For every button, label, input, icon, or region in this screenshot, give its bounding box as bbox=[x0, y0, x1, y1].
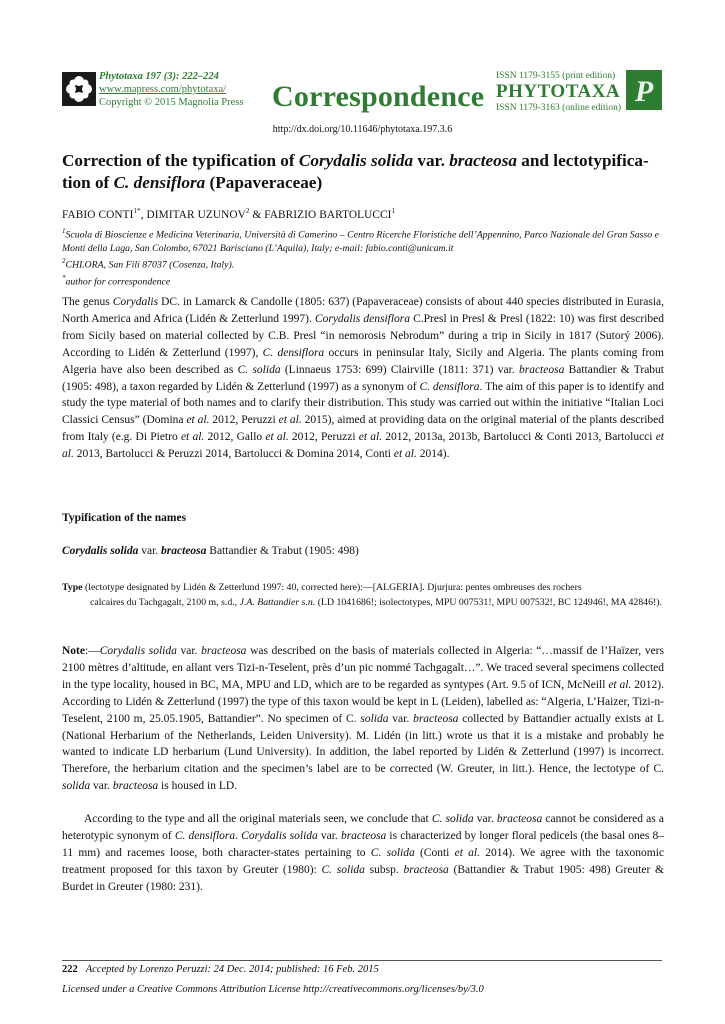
page-number: 222 bbox=[62, 964, 78, 975]
copyright-text: Copyright © 2015 Magnolia Press bbox=[99, 97, 244, 108]
logo-letter: P bbox=[634, 75, 654, 108]
p-logo-icon bbox=[626, 70, 662, 110]
license-text: Licensed under a Creative Commons Attribution License http://creativecommons.org/licenses/by/3.0 bbox=[62, 984, 484, 995]
issn-block bbox=[496, 70, 626, 114]
conclusion-paragraph: According to the type and all the original materials seen, we conclude that C. solida var. bracteosa cannot be considered as a heterotypic synonym of C. densiflora. Corydalis solida var. bracteosa is characterized by longer floral pedicels (the basal ones 8–11 mm) and racemes loose, both character-states pertaining to C. solida (Conti et al. 2014). We agree with the taxonomic treatment proposed for this taxon by Greuter (1980): C. solida subsp. bracteosa (Battandier & Trabut 1905: 498) Greuter & Burdet in Greuter (1980: 231). bbox=[62, 813, 665, 893]
correspondence-note: *author for correspondence bbox=[62, 274, 171, 288]
taxon-name: Corydalis solida var. bracteosa Battandier & Trabut (1905: 498) bbox=[62, 545, 359, 557]
affiliations bbox=[62, 225, 668, 289]
author-list: FABIO $CONTI^{1*}$, DIMITAR UZUNOV$^2$ & FABRIZIO BARTOLUCCI$^1$ bbox=[62, 207, 396, 221]
affiliation-1: $^1$Scuola di Bioscienze e Medicina Veterinaria, Università di Camerino – Centro Ricerche Floristiche dell’Appennino, Parco Nazionale del Gran Sasso e Monti della Laga, San Colombo, 67021 Barisciano (L’Aquila), Italy; e-mail: fabio.conti@unicam.it bbox=[62, 227, 659, 254]
journal-citation: Phytotaxa 197 (3): 222–224 bbox=[99, 71, 219, 82]
section-heading: Typification of the names bbox=[62, 512, 187, 524]
article-title: Correction of the typification of Corydalis solida var. bracteosa and lectotypifica- tion of C. densiflora (Papaveraceae) bbox=[62, 151, 649, 192]
issn-print: ISSN 1179-3155 (print edition) bbox=[496, 71, 616, 81]
journal-info bbox=[99, 70, 243, 109]
footer-divider bbox=[62, 960, 662, 961]
issn-online: ISSN 1179-3163 (online edition) bbox=[496, 103, 621, 113]
intro-paragraph: The genus Corydalis DC. in Lamarck & Candolle (1805: 637) (Papaveraceae) consists of about 440 species distributed in Eurasia, North America and Africa (Lidén & Zetterlund 1997). Corydalis densiflora C.Presl in Presl & Presl (1822: 10) was first described from Sicily based on material collected by C.B. Presl “in nemorosis Nebrodum” during a trip in Sicily in 1817 (Sutorý 2006). According to Lidén & Zetterlund (1997), C. densiflora occurs in peninsular Italy, Sicily and Algeria. The plants coming from Algeria have also been described as C. solida (Linnaeus 1753: 699) Clairville (1811: 371) var. bracteosa Battandier & Trabut (1905: 498), a taxon regarded by Lidén & Zetterlund (1997) as a synonym of C. densiflora. The aim of this paper is to identify and study the type material of both names and to clarify their distribution. This study was carried out within the initiative “Italian Loci Classici Census” (Domina et al. 2012, Peruzzi et al. 2015), aimed at providing data on the original material of the plants described from Italy (e.g. Di Pietro et al. 2012, Gallo et al. 2012, Peruzzi et al. 2012, 2013a, 2013b, Bartolucci & Conti 2013, Bartolucci et al. 2013, Bartolucci & Peruzzi 2014, Bartolucci & Domina 2014, Conti et al. 2014). bbox=[62, 296, 665, 461]
note-paragraph: Note:—Corydalis solida var. bracteosa was described on the basis of materials collected in Algeria: “…massif de l’Haïzer, vers 2100 mètres d’altitude, en allant vers Tizi-n-Teselent, près d’un pic nommé Tachgagalt…”. We traced several specimens collected in the type locality, housed in BC, MA, MPU and LD, which are to be regarded as syntypes (Art. 9.5 of ICN, McNeill et al. 2012). According to Lidén & Zetterlund (1997) the type of this taxon would be kept in L (Leiden), labelled as: “Algeria, L’Haizer, Tizi-n-Teselent, 2100 m, 25.05.1905, Battandier”. No specimen of C. solida var. bracteosa collected by Battandier actually exists at L (National Herbarium of the Netherlands, Leiden University). M. Lidén (in litt.) wrote us that it is a mistake and probably he wanted to indicate LD herbarium (Lund University). In addition, the label reported by Lidén & Zetterlund (1997) is incorrect. Therefore, the herbarium citation and the specimen’s label are to be corrected (W. Greuter, in litt.). Hence, the lectotype of C. solida var. bracteosa is housed in LD. bbox=[62, 645, 664, 793]
footer-accepted bbox=[62, 964, 379, 975]
type-label: Type bbox=[62, 582, 83, 593]
flower-icon bbox=[62, 72, 96, 106]
section-title: Correspondence bbox=[272, 80, 485, 113]
journal-website-link[interactable]: www.mapress.com/phytotaxa/ bbox=[99, 84, 227, 95]
note-label: Note bbox=[62, 645, 85, 657]
journal-wordmark: PHYTOTAXA bbox=[496, 81, 621, 102]
accepted-text: Accepted by Lorenzo Peruzzi: 24 Dec. 2014; published: 16 Feb. 2015 bbox=[85, 964, 379, 975]
type-citation: Type (lectotype designated by Lidén & Zetterlund 1997: 40, corrected here):—[ALGERIA]. Djurjura: pentes ombreuses des rochers calcaires du Tachgagalt, 2100 m, s.d., J.A. Battandier s.n. (LD 1041686!; isolectotypes, MPU 007531!, MPU 007532!, BC 124946!, MA 42846!). bbox=[62, 582, 662, 609]
doi-link[interactable]: http://dx.doi.org/10.11646/phytotaxa.197.3.6 bbox=[272, 124, 453, 135]
affiliation-2: $^2$CHLORA, San Fili 87037 (Cosenza, Italy). bbox=[62, 257, 235, 271]
